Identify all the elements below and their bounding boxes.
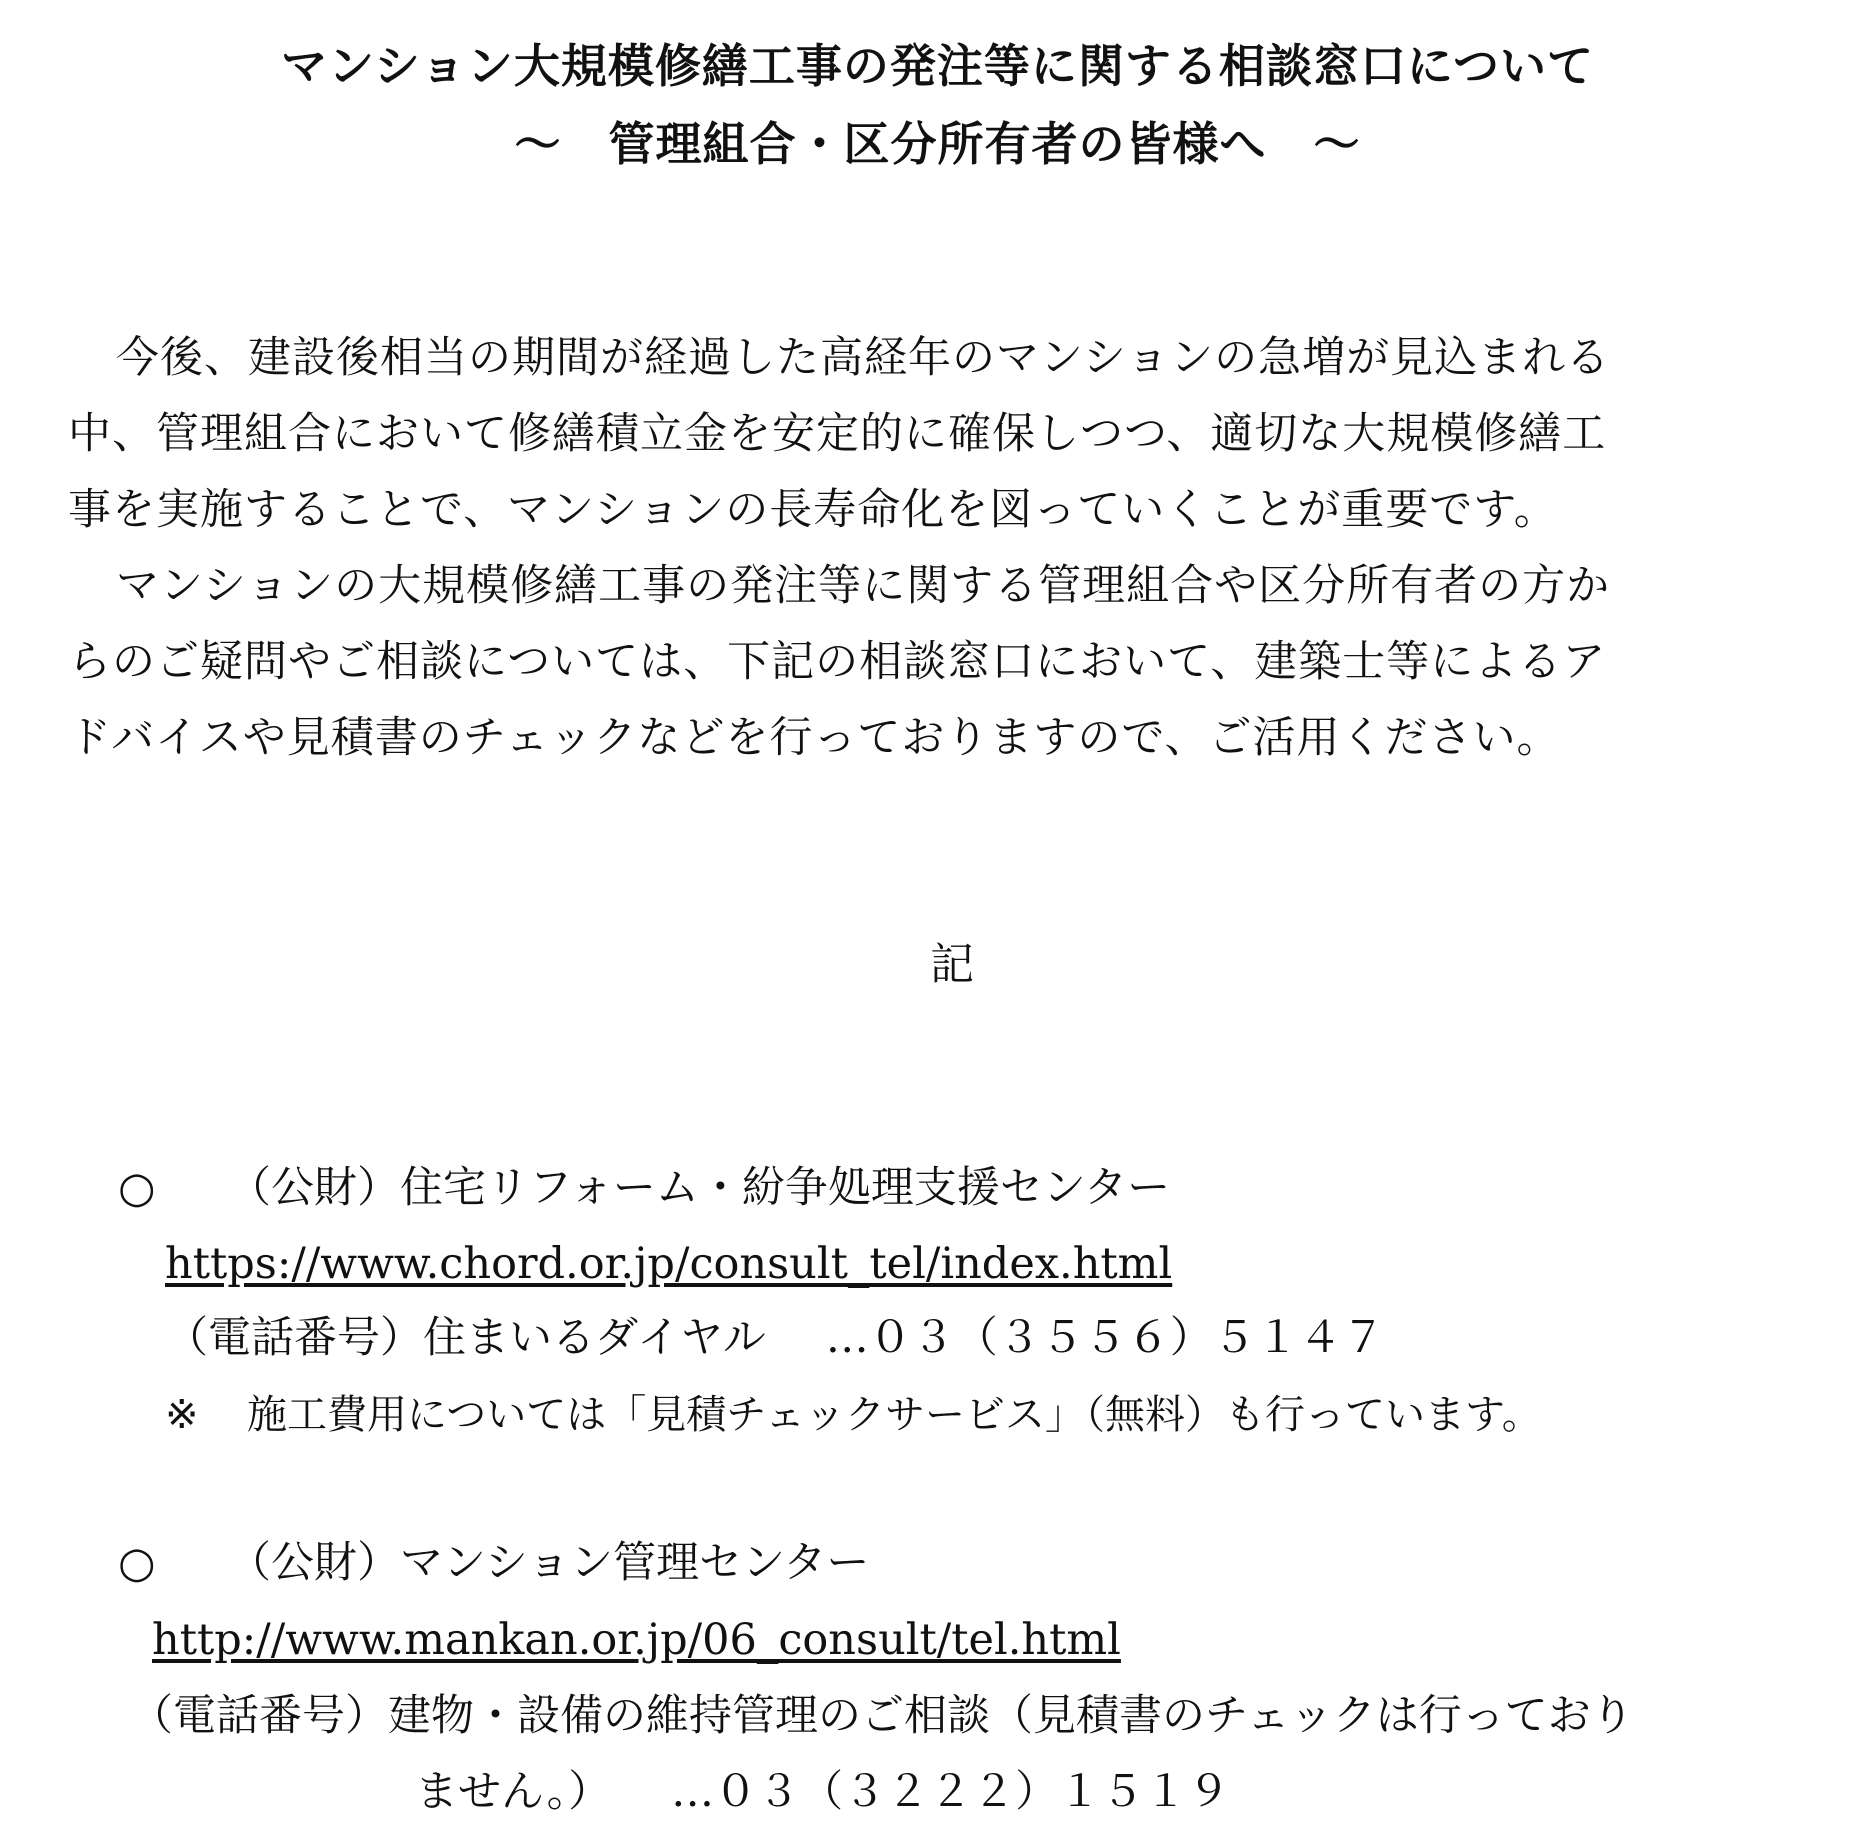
contact-note (165, 1385, 1542, 1445)
paragraph-line: 事を実施することで、マンションの長寿命化を図っていくことが重要です。 (68, 485, 1558, 535)
note-mark: ※ (165, 1392, 199, 1438)
note-text: 施工費用については「見積チェックサービス」（無料）も行っています。 (247, 1392, 1542, 1438)
phone-label-cont: ません。） (415, 1767, 612, 1817)
phone-label: （電話番号）住まいるダイヤル (165, 1313, 766, 1363)
contact-name: （公財）住宅リフォーム・紛争処理支援センター (228, 1163, 1171, 1213)
contact-heading (118, 1158, 1170, 1218)
contact-name: （公財）マンション管理センター (228, 1538, 870, 1588)
contact-phone (165, 1308, 1385, 1368)
bullet-circle-icon: ○ (118, 1538, 156, 1588)
consult-paragraph (68, 548, 1848, 776)
phone-label: （電話番号）建物・設備の維持管理のご相談（見積書のチェックは行っており (130, 1691, 1634, 1741)
paragraph-line: 今後、建設後相当の期間が経過した高経年のマンションの急増が見込まれる (116, 333, 1611, 383)
contact-phone (130, 1686, 1634, 1746)
contact-phone-cont (415, 1762, 1230, 1822)
contact-url-link[interactable]: https://www.chord.or.jp/consult_tel/index.html (165, 1239, 1173, 1289)
intro-paragraph (68, 320, 1848, 548)
page-title: マンション大規模修繕工事の発注等に関する相談窓口について (280, 39, 1594, 93)
phone-number: …０３（３２２２）１５１９ (671, 1767, 1231, 1817)
phone-number: …０３（３５５６）５１４７ (825, 1313, 1385, 1363)
bullet-circle-icon: ○ (118, 1163, 156, 1213)
ki-heading: 記 (930, 939, 974, 990)
paragraph-line: ドバイスや見積書のチェックなどを行っておりますので、ご活用ください。 (68, 713, 1561, 763)
contact-heading (118, 1533, 869, 1593)
page-subtitle: ～ 管理組合・区分所有者の皆様へ ～ (514, 117, 1361, 171)
paragraph-line: らのご疑問やご相談については、下記の相談窓口において、建築士等によるア (68, 637, 1607, 687)
paragraph-line: マンションの大規模修繕工事の発注等に関する管理組合や区分所有者の方か (116, 561, 1611, 611)
contact-url-link[interactable]: http://www.mankan.or.jp/06_consult/tel.html (152, 1615, 1121, 1665)
paragraph-line: 中、管理組合において修繕積立金を安定的に確保しつつ、適切な大規模修繕工 (68, 409, 1607, 459)
